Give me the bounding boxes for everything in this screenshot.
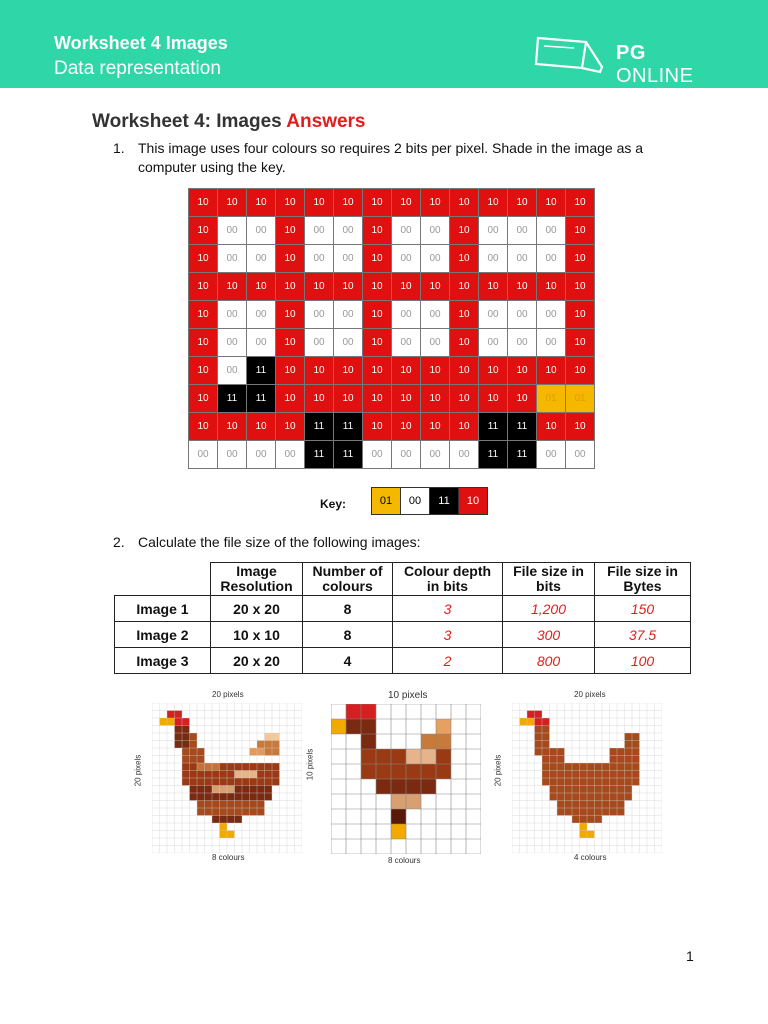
pixel-cell: 10 bbox=[421, 413, 450, 441]
question-1-text: This image uses four colours so requires 2 bits per pixel. Shade in the image as a computer using the key. bbox=[138, 140, 644, 175]
pixel-cell: 01 bbox=[537, 385, 566, 413]
key-swatch: 11 bbox=[430, 488, 459, 515]
pixel-cell: 10 bbox=[218, 189, 247, 217]
pixel-cell: 00 bbox=[537, 329, 566, 357]
pixel-cell: 00 bbox=[566, 441, 595, 469]
pixel-cell: 00 bbox=[305, 301, 334, 329]
pixel-cell: 10 bbox=[450, 329, 479, 357]
pixel-cell: 10 bbox=[537, 189, 566, 217]
pixel-cell: 00 bbox=[218, 245, 247, 273]
pixel-cell: 10 bbox=[421, 189, 450, 217]
pixel-cell: 10 bbox=[276, 413, 305, 441]
pixel-cell: 10 bbox=[392, 385, 421, 413]
pixel-cell: 10 bbox=[479, 273, 508, 301]
pixel-cell: 10 bbox=[334, 273, 363, 301]
pixel-cell: 10 bbox=[392, 189, 421, 217]
pixel-cell: 00 bbox=[479, 329, 508, 357]
pixel-cell: 00 bbox=[305, 329, 334, 357]
pixel-cell: 10 bbox=[537, 273, 566, 301]
pixel-cell: 10 bbox=[508, 189, 537, 217]
pixel-cell: 11 bbox=[334, 413, 363, 441]
pixel-cell: 10 bbox=[276, 273, 305, 301]
pixel-cell: 00 bbox=[508, 329, 537, 357]
pixel-cell: 00 bbox=[363, 441, 392, 469]
pixel-cell: 11 bbox=[305, 441, 334, 469]
grid-row bbox=[189, 245, 595, 273]
pixel-cell: 10 bbox=[566, 301, 595, 329]
pixel-cell: 10 bbox=[218, 413, 247, 441]
pixel-cell: 10 bbox=[334, 357, 363, 385]
pixel-cell: 10 bbox=[566, 329, 595, 357]
colour-key bbox=[371, 487, 488, 515]
pixel-cell: 10 bbox=[566, 357, 595, 385]
pixel-cell: 00 bbox=[537, 217, 566, 245]
pixel-cell: 10 bbox=[276, 217, 305, 245]
laptop-icon bbox=[534, 34, 606, 74]
pixel-cell: 00 bbox=[479, 217, 508, 245]
key-swatch: 01 bbox=[372, 488, 401, 515]
brand-bold: PG bbox=[616, 42, 646, 64]
chicken-image-1: 20 pixels 20 pixels 8 colours bbox=[136, 690, 306, 870]
pixel-cell: 10 bbox=[537, 413, 566, 441]
pixel-cell: 10 bbox=[566, 413, 595, 441]
pixel-cell: 00 bbox=[508, 301, 537, 329]
grid-row bbox=[189, 413, 595, 441]
pixel-cell: 10 bbox=[276, 385, 305, 413]
pixel-cell: 11 bbox=[247, 357, 276, 385]
pixel-cell: 00 bbox=[247, 217, 276, 245]
pixel-cell: 00 bbox=[508, 245, 537, 273]
pixel-cell: 10 bbox=[450, 301, 479, 329]
pixel-cell: 10 bbox=[566, 273, 595, 301]
pixel-cell: 10 bbox=[566, 245, 595, 273]
pixel-cell: 11 bbox=[508, 441, 537, 469]
chicken-10x10-icon bbox=[331, 704, 481, 854]
key-swatch: 10 bbox=[459, 488, 488, 515]
pg-online-logo bbox=[534, 34, 724, 87]
pixel-cell: 10 bbox=[276, 357, 305, 385]
pixel-cell: 10 bbox=[450, 273, 479, 301]
pixel-cell: 10 bbox=[305, 273, 334, 301]
pixel-cell: 11 bbox=[305, 413, 334, 441]
table-row: Image 1 20 x 20 8 3 1,200 150 bbox=[115, 596, 691, 622]
pixel-cell: 00 bbox=[247, 441, 276, 469]
pixel-cell: 10 bbox=[363, 301, 392, 329]
pixel-cell: 10 bbox=[189, 245, 218, 273]
chicken-image-3: 20 pixels 20 pixels 4 colours bbox=[496, 690, 666, 870]
pixel-cell: 10 bbox=[450, 217, 479, 245]
pixel-cell: 10 bbox=[537, 357, 566, 385]
pixel-cell: 10 bbox=[305, 189, 334, 217]
pixel-cell: 10 bbox=[421, 273, 450, 301]
pixel-cell: 00 bbox=[450, 441, 479, 469]
pixel-cell: 10 bbox=[189, 329, 218, 357]
pixel-cell: 10 bbox=[450, 413, 479, 441]
grid-row bbox=[189, 357, 595, 385]
table-row: Image 2 10 x 10 8 3 300 37.5 bbox=[115, 622, 691, 648]
pixel-cell: 00 bbox=[479, 245, 508, 273]
pixel-cell: 10 bbox=[450, 245, 479, 273]
pixel-cell: 00 bbox=[508, 217, 537, 245]
grid-row bbox=[189, 217, 595, 245]
pixel-cell: 00 bbox=[218, 301, 247, 329]
chicken-8-colour-icon bbox=[152, 703, 302, 853]
header-depth: Colour depth in bits bbox=[393, 563, 503, 596]
pixel-cell: 00 bbox=[247, 245, 276, 273]
answers-label: Answers bbox=[286, 111, 366, 132]
grid-row bbox=[189, 273, 595, 301]
pixel-cell: 00 bbox=[392, 301, 421, 329]
pixel-cell: 10 bbox=[247, 189, 276, 217]
pixel-cell: 00 bbox=[421, 245, 450, 273]
pixel-cell: 01 bbox=[566, 385, 595, 413]
pixel-cell: 00 bbox=[218, 441, 247, 469]
pixel-cell: 10 bbox=[276, 329, 305, 357]
pixel-cell: 11 bbox=[508, 413, 537, 441]
pixel-cell: 10 bbox=[450, 385, 479, 413]
pixel-cell: 11 bbox=[479, 441, 508, 469]
pixel-cell: 10 bbox=[363, 189, 392, 217]
pixel-cell: 00 bbox=[537, 245, 566, 273]
pixel-cell: 00 bbox=[247, 329, 276, 357]
pixel-cell: 10 bbox=[363, 385, 392, 413]
pixel-cell: 10 bbox=[334, 385, 363, 413]
page-title: Worksheet 4: Images Answers bbox=[92, 111, 366, 132]
pixel-cell: 00 bbox=[189, 441, 218, 469]
header-bytes: File size in Bytes bbox=[595, 563, 691, 596]
pixel-cell: 00 bbox=[537, 441, 566, 469]
worksheet-title: Worksheet 4 Images bbox=[54, 33, 228, 53]
pixel-cell: 10 bbox=[450, 357, 479, 385]
pixel-cell: 00 bbox=[392, 441, 421, 469]
question-2-text: Calculate the file size of the following images: bbox=[138, 534, 421, 550]
key-swatch: 00 bbox=[401, 488, 430, 515]
grid-row bbox=[189, 329, 595, 357]
pixel-cell: 00 bbox=[392, 245, 421, 273]
pixel-cell: 00 bbox=[247, 301, 276, 329]
header-resolution: Image Resolution bbox=[211, 563, 303, 596]
pixel-cell: 10 bbox=[189, 385, 218, 413]
header-colours: Number of colours bbox=[303, 563, 393, 596]
pixel-cell: 10 bbox=[392, 357, 421, 385]
pixel-cell: 00 bbox=[421, 441, 450, 469]
pixel-cell: 10 bbox=[508, 273, 537, 301]
pixel-cell: 10 bbox=[508, 385, 537, 413]
pixel-cell: 10 bbox=[276, 301, 305, 329]
pixel-cell: 10 bbox=[334, 189, 363, 217]
grid-row bbox=[189, 385, 595, 413]
worksheet-subtitle: Data representation bbox=[54, 58, 221, 79]
pixel-cell: 10 bbox=[450, 189, 479, 217]
pixel-cell: 10 bbox=[363, 329, 392, 357]
pixel-cell: 10 bbox=[566, 217, 595, 245]
pixel-cell: 00 bbox=[334, 245, 363, 273]
pixel-cell: 10 bbox=[508, 357, 537, 385]
pixel-cell: 10 bbox=[363, 357, 392, 385]
table-row: Image 3 20 x 20 4 2 800 100 bbox=[115, 648, 691, 674]
pixel-cell: 10 bbox=[276, 189, 305, 217]
pixel-cell: 10 bbox=[363, 245, 392, 273]
pixel-cell: 10 bbox=[189, 189, 218, 217]
table-header-row bbox=[115, 563, 691, 596]
pixel-cell: 10 bbox=[566, 189, 595, 217]
pixel-cell: 10 bbox=[363, 413, 392, 441]
grid-row bbox=[189, 301, 595, 329]
pixel-cell: 10 bbox=[421, 357, 450, 385]
pixel-cell: 10 bbox=[479, 189, 508, 217]
pixel-cell: 10 bbox=[189, 357, 218, 385]
pixel-cell: 00 bbox=[218, 357, 247, 385]
grid-row bbox=[189, 441, 595, 469]
pixel-cell: 00 bbox=[305, 217, 334, 245]
chicken-4-colour-icon bbox=[512, 703, 662, 853]
pixel-cell: 10 bbox=[305, 357, 334, 385]
header-banner bbox=[0, 0, 768, 88]
grid-row bbox=[189, 189, 595, 217]
pixel-cell: 10 bbox=[189, 273, 218, 301]
pixel-cell: 11 bbox=[334, 441, 363, 469]
pixel-cell: 00 bbox=[218, 329, 247, 357]
pixel-cell: 10 bbox=[363, 217, 392, 245]
pixel-cell: 10 bbox=[218, 273, 247, 301]
header-bits: File size in bits bbox=[503, 563, 595, 596]
pixel-grid bbox=[188, 188, 595, 469]
pixel-cell: 00 bbox=[218, 217, 247, 245]
pixel-cell: 00 bbox=[334, 329, 363, 357]
pixel-cell: 11 bbox=[479, 413, 508, 441]
pixel-cell: 00 bbox=[421, 329, 450, 357]
pixel-cell: 00 bbox=[421, 217, 450, 245]
pixel-cell: 00 bbox=[334, 217, 363, 245]
chicken-image-2: 10 pixels 10 pixels 8 colours bbox=[314, 690, 494, 870]
pixel-cell: 00 bbox=[334, 301, 363, 329]
pixel-cell: 10 bbox=[247, 413, 276, 441]
pixel-cell: 10 bbox=[276, 245, 305, 273]
file-size-table bbox=[114, 562, 691, 674]
page-number: 1 bbox=[686, 948, 694, 964]
pixel-cell: 10 bbox=[305, 385, 334, 413]
pixel-cell: 10 bbox=[479, 385, 508, 413]
pixel-cell: 00 bbox=[392, 329, 421, 357]
pixel-cell: 11 bbox=[218, 385, 247, 413]
pixel-cell: 00 bbox=[392, 217, 421, 245]
pixel-cell: 00 bbox=[276, 441, 305, 469]
pixel-cell: 10 bbox=[189, 301, 218, 329]
pixel-cell: 10 bbox=[247, 273, 276, 301]
pixel-cell: 10 bbox=[392, 413, 421, 441]
pixel-cell: 10 bbox=[189, 217, 218, 245]
pixel-cell: 10 bbox=[363, 273, 392, 301]
pixel-cell: 00 bbox=[479, 301, 508, 329]
pixel-cell: 00 bbox=[305, 245, 334, 273]
pixel-cell: 11 bbox=[247, 385, 276, 413]
pixel-cell: 10 bbox=[479, 357, 508, 385]
key-label: Key: bbox=[320, 497, 347, 511]
brand-rest: ONLINE bbox=[616, 65, 694, 87]
pixel-cell: 00 bbox=[537, 301, 566, 329]
pixel-cell: 10 bbox=[189, 413, 218, 441]
pixel-cell: 00 bbox=[421, 301, 450, 329]
pixel-cell: 10 bbox=[392, 273, 421, 301]
pixel-cell: 10 bbox=[421, 385, 450, 413]
